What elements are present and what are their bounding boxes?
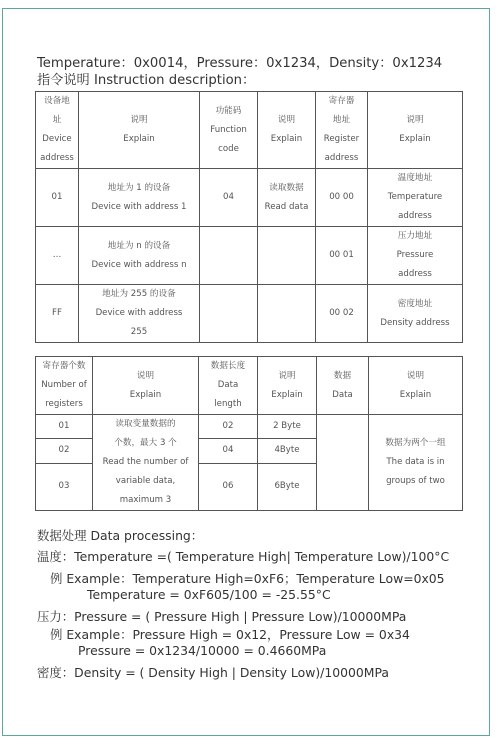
header-explain: 说明 Explain	[369, 357, 463, 415]
device-address-cell: FF	[36, 285, 79, 343]
header-register-count: 寄存器个数 Number of registers	[36, 357, 93, 415]
temperature-example: 例 Example：Temperature High=0xF6；Temperature Low=0x05	[50, 571, 445, 586]
header-data: 数据 Data	[317, 357, 369, 415]
device-address-cell: 01	[36, 169, 79, 227]
header-explain: 说明 Explain	[93, 357, 199, 415]
register-explain-cell: 密度地址 Density address	[368, 285, 463, 343]
header-explain: 说明 Explain	[258, 92, 316, 169]
register-count-cell: 02	[36, 439, 93, 463]
instruction-title: 指令说明 Instruction description：	[37, 73, 256, 88]
data-cell	[317, 415, 369, 511]
data-explain-cell: 数据为两个一组 The data is in groups of two	[369, 415, 463, 511]
byte-label-cell: 4Byte	[258, 439, 317, 463]
function-explain-cell	[258, 227, 316, 285]
processing-title: 数据处理 Data processing：	[37, 528, 204, 543]
device-explain-cell: 地址为 255 的设备 Device with address 255	[79, 285, 200, 343]
data-length-cell: 04	[199, 439, 258, 463]
table-row	[36, 415, 463, 439]
function-code-cell: 04	[200, 169, 258, 227]
register-address-cell: 00 02	[316, 285, 368, 343]
function-explain-cell	[258, 285, 316, 343]
data-length-cell: 06	[199, 463, 258, 511]
header-explain: 说明 Explain	[368, 92, 463, 169]
table-row	[36, 169, 463, 227]
function-explain-cell: 读取数据 Read data	[258, 169, 316, 227]
table-row	[36, 227, 463, 285]
device-explain-cell: 地址为 n 的设备 Device with address n	[79, 227, 200, 285]
instruction-table	[35, 91, 463, 343]
function-code-cell	[200, 227, 258, 285]
byte-label-cell: 2 Byte	[258, 415, 317, 439]
data-length-cell: 02	[199, 415, 258, 439]
register-count-cell: 03	[36, 463, 93, 511]
byte-label-cell: 6Byte	[258, 463, 317, 511]
header-explain: 说明 Explain	[258, 357, 317, 415]
table-header-row	[36, 92, 463, 169]
device-explain-cell: 地址为 1 的设备 Device with address 1	[79, 169, 200, 227]
header-data-length: 数据长度 Data length	[199, 357, 258, 415]
pressure-result: Pressure = 0x1234/10000 = 0.4660MPa	[78, 643, 327, 658]
header-explain: 说明 Explain	[79, 92, 200, 169]
read-count-explain-cell: 读取变量数据的 个数，最大 3 个 Read the number of variable data, maximum 3	[93, 415, 199, 511]
header-function-code: 功能码 Function code	[200, 92, 258, 169]
temperature-formula: 温度：Temperature =( Temperature High| Temperature Low)/100°C	[37, 549, 450, 564]
table-header-row	[36, 357, 463, 415]
pressure-formula: 压力：Pressure = ( Pressure High | Pressure Low)/10000MPa	[37, 609, 407, 624]
table-row	[36, 285, 463, 343]
header-register-address: 寄存器 地址 Register address	[316, 92, 368, 169]
register-explain-cell: 压力地址 Pressure address	[368, 227, 463, 285]
register-summary: Temperature：0x0014，Pressure：0x1234，Density：0x1234	[37, 56, 443, 71]
density-formula: 密度：Density = ( Density High | Density Low)/10000MPa	[37, 665, 389, 680]
header-device-address: 设备地 址 Device address	[36, 92, 79, 169]
pressure-example: 例 Example：Pressure High = 0x12，Pressure Low = 0x34	[50, 627, 410, 642]
device-address-cell: …	[36, 227, 79, 285]
function-code-cell	[200, 285, 258, 343]
temperature-result: Temperature = 0xF605/100 = -25.55°C	[87, 587, 331, 602]
register-address-cell: 00 00	[316, 169, 368, 227]
register-count-cell: 01	[36, 415, 93, 439]
data-length-table	[35, 356, 463, 511]
register-explain-cell: 温度地址 Temperature address	[368, 169, 463, 227]
register-address-cell: 00 01	[316, 227, 368, 285]
